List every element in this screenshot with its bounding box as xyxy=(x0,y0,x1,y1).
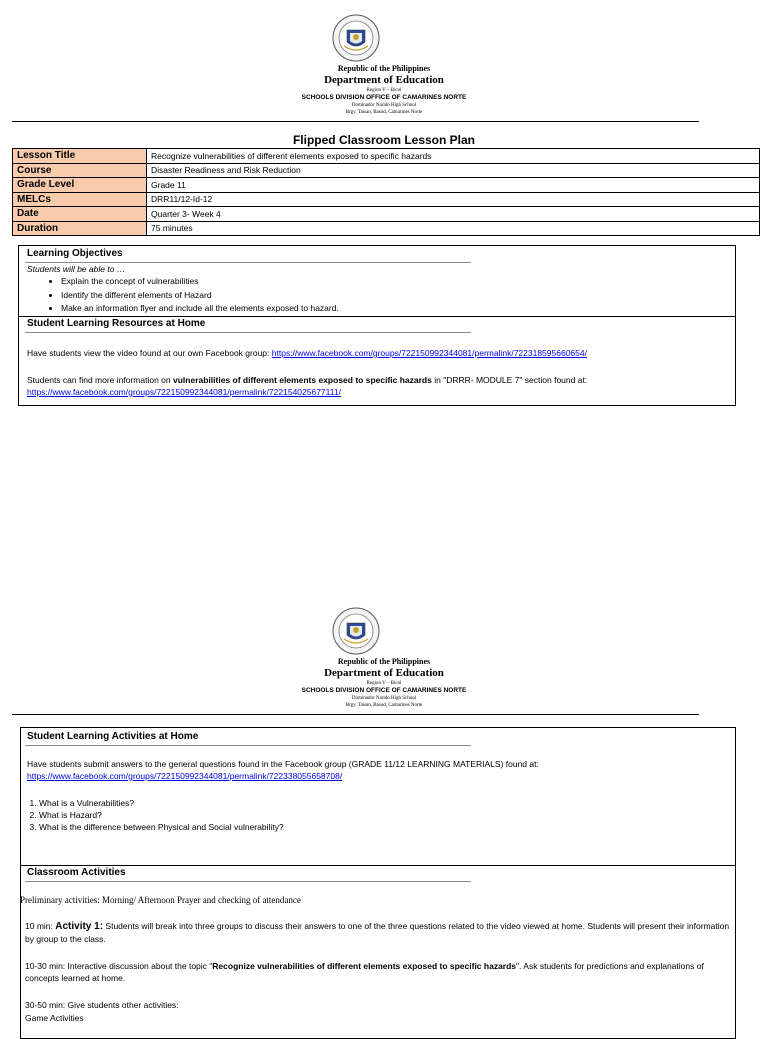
header-divider xyxy=(12,714,699,715)
header-divider xyxy=(12,121,699,122)
document-title: Flipped Classroom Lesson Plan xyxy=(292,133,476,147)
row-value: Grade 11 xyxy=(147,178,760,193)
division-text: SCHOOLS DIVISION OFFICE OF CAMARINES NORTE xyxy=(301,687,467,694)
activity-text: ". Ask students for predictions and explanations of concepts learned at home. xyxy=(25,961,704,983)
row-label: Duration xyxy=(13,221,147,236)
letterhead xyxy=(0,64,768,116)
region-text: Region V – Bicol xyxy=(366,88,402,93)
activity-label: Activity 1: xyxy=(55,921,104,932)
list-item: 3. What is the difference between Physical and Social vulnerability? xyxy=(39,821,284,833)
list-item: • Identify the different elements of Hazard xyxy=(61,289,339,303)
heading-underline xyxy=(25,881,471,882)
resources-line-2 xyxy=(27,374,727,398)
region-text: Region V – Bicol xyxy=(366,681,402,686)
activity-4: Game Activities xyxy=(25,1013,84,1023)
home-activities-intro xyxy=(27,758,727,782)
republic-text: Republic of the Philippines xyxy=(337,657,431,666)
resources-bold-text: vulnerabilities of different elements exposed to specific hazards xyxy=(173,375,432,385)
list-item: 2. What is Hazard? xyxy=(39,809,284,821)
activity-text: Students will break into three groups to discuss their answers to one of the three questions related to the video viewed at home. Students will present their information by group to the class. xyxy=(25,921,730,944)
section-divider xyxy=(21,865,735,866)
address-text: Brgy. Taisan, Basud, Camarines Norte xyxy=(345,110,423,115)
activities-link[interactable]: https://www.facebook.com/groups/722150992344081/permalink/722338055658708/ xyxy=(27,771,343,781)
table-row xyxy=(13,149,760,164)
department-text: Department of Education xyxy=(324,74,444,86)
activity-2 xyxy=(25,960,730,984)
resources-line-1 xyxy=(27,347,587,359)
activities-box xyxy=(20,727,736,1039)
objectives-intro: Students will be able to … xyxy=(27,264,126,274)
video-link[interactable]: https://www.facebook.com/groups/722150992344081/permalink/722318595660654/ xyxy=(271,348,587,358)
resources-text: in "DRRR- MODULE 7" section found at: xyxy=(431,375,588,385)
row-label: MELCs xyxy=(13,192,147,207)
deped-seal-icon xyxy=(332,607,380,655)
row-label: Lesson Title xyxy=(13,149,147,164)
activity-text: 10-30 min: Interactive discussion about the topic " xyxy=(25,961,213,971)
heading-underline xyxy=(25,332,471,333)
module-link[interactable]: https://www.facebook.com/groups/722150992344081/permalink/722154025677111/ xyxy=(27,387,341,397)
objectives-heading: Learning Objectives xyxy=(27,248,123,259)
row-value: Disaster Readiness and Risk Reduction xyxy=(147,163,760,178)
table-row xyxy=(13,163,760,178)
row-label: Grade Level xyxy=(13,178,147,193)
questions-list xyxy=(21,797,284,833)
deped-seal-icon xyxy=(332,14,380,62)
table-row xyxy=(13,207,760,222)
classroom-heading: Classroom Activities xyxy=(27,867,126,878)
table-row xyxy=(13,221,760,236)
row-value: Quarter 3- Week 4 xyxy=(147,207,760,222)
list-item: • Explain the concept of vulnerabilities xyxy=(61,275,339,289)
school-text: Dominador Narido High School xyxy=(351,103,417,108)
resources-text: Have students view the video found at our own Facebook group: xyxy=(27,348,272,358)
activity-bold-text: Recognize vulnerabilities of different elements exposed to specific hazards xyxy=(212,961,517,971)
section-divider xyxy=(19,316,735,317)
time-text: 10 min: xyxy=(25,921,56,931)
home-activities-heading: Student Learning Activities at Home xyxy=(27,731,199,742)
activity-3: 30-50 min: Give students other activities: xyxy=(25,1000,179,1010)
lesson-info-table xyxy=(12,148,760,236)
intro-text: Have students submit answers to the general questions found in the Facebook group (GRADE 11/12 LEARNING MATERIALS) found at: xyxy=(27,759,539,769)
heading-underline xyxy=(25,745,471,746)
resources-heading: Student Learning Resources at Home xyxy=(27,318,206,329)
list-item: 1. What is a Vulnerabilities? xyxy=(39,797,284,809)
row-label: Date xyxy=(13,207,147,222)
division-text: SCHOOLS DIVISION OFFICE OF CAMARINES NORTE xyxy=(301,94,467,101)
address-text: Brgy. Taisan, Basud, Camarines Norte xyxy=(345,703,423,708)
row-label: Course xyxy=(13,163,147,178)
activity-1 xyxy=(25,920,730,945)
letterhead xyxy=(0,657,768,709)
list-item: • Make an information flyer and include all the elements exposed to hazard. xyxy=(61,302,339,316)
resources-text: Students can find more information on xyxy=(27,375,173,385)
row-value: Recognize vulnerabilities of different elements exposed to specific hazards xyxy=(147,149,760,164)
objectives-list xyxy=(19,275,339,316)
objectives-resources-box xyxy=(18,245,736,406)
preliminary-text: Preliminary activities: Morning/ Afternoon Prayer and checking of attendance xyxy=(20,895,301,905)
table-row xyxy=(13,192,760,207)
row-value: DRR11/12-Id-12 xyxy=(147,192,760,207)
table-row xyxy=(13,178,760,193)
republic-text: Republic of the Philippines xyxy=(337,64,431,73)
school-text: Dominador Narido High School xyxy=(351,696,417,701)
row-value: 75 minutes xyxy=(147,221,760,236)
department-text: Department of Education xyxy=(324,667,444,679)
